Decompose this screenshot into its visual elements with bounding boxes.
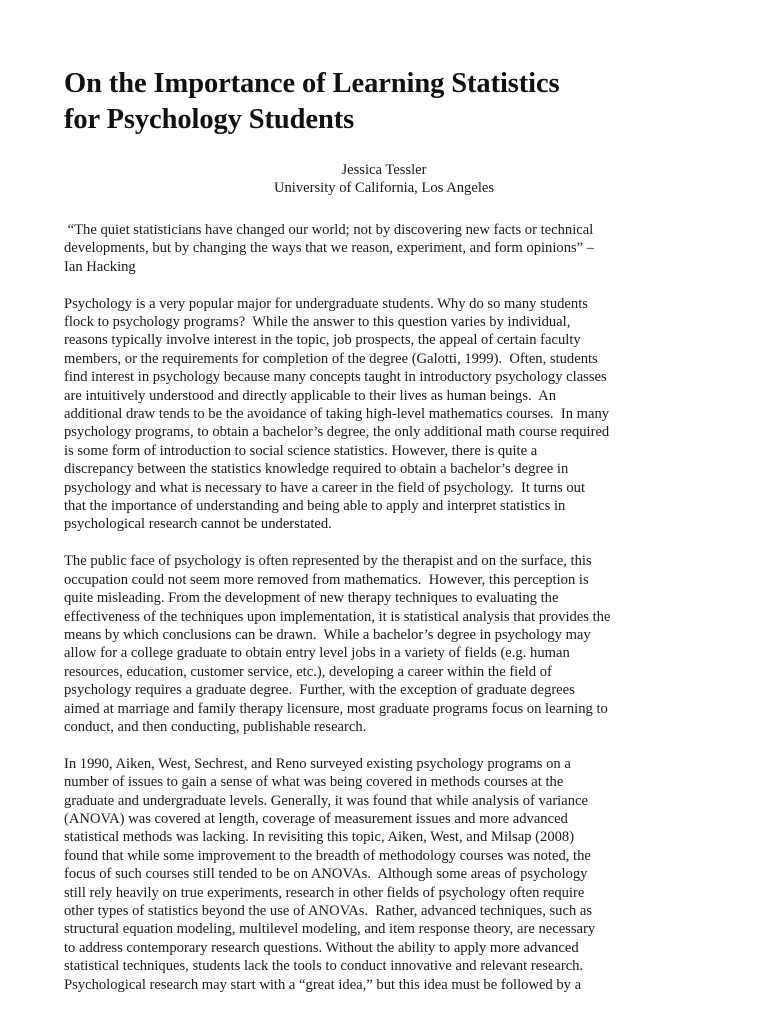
paragraph-line: statistical methods was lacking. In revisiting this topic, Aiken, West, and Milsap (2008) <box>64 829 575 846</box>
paragraph-line: members, or the requirements for completion of the degree (Galotti, 1999). Often, students <box>64 350 598 367</box>
paragraph-line: statistical techniques, students lack the tools to conduct innovative and relevant research. <box>64 958 584 975</box>
paragraph-line: psychology requires a graduate degree. Further, with the exception of graduate degrees <box>64 682 575 699</box>
paragraph-line: that the importance of understanding and being able to apply and interpret statistics in <box>64 498 566 515</box>
title-line: for Psychology Students <box>64 104 355 135</box>
paragraph-line: focus of such courses still tended to be on ANOVAs. Although some areas of psychology <box>64 866 588 883</box>
paragraph-line: effectiveness of the techniques upon implementation, it is statistical analysis that provides the <box>64 608 611 625</box>
paragraph-1 <box>64 295 704 534</box>
paragraph-line: is some form of introduction to social science statistics. However, there is quite a <box>64 442 538 459</box>
author-name: Jessica Tessler <box>341 162 427 178</box>
paragraph-line: to address contemporary research questions. Without the ability to apply more advanced <box>64 939 579 956</box>
paragraph-line: graduate and undergraduate levels. Generally, it was found that while analysis of variance <box>64 792 588 809</box>
paragraph-line: are intuitively understood and directly applicable to their lives as human beings. An <box>64 387 557 404</box>
paragraph-line: aimed at marriage and family therapy licensure, most graduate programs focus on learning to <box>64 700 608 717</box>
paragraph-line: other types of statistics beyond the use of ANOVAs. Rather, advanced techniques, such as <box>64 902 593 919</box>
paragraph-line: occupation could not seem more removed from mathematics. However, this perception is <box>64 571 589 588</box>
paragraph-line: number of issues to gain a sense of what was being covered in methods courses at the <box>64 774 564 791</box>
paragraph-line: still rely heavily on true experiments, research in other fields of psychology often require <box>64 884 585 901</box>
author-affiliation: University of California, Los Angeles <box>273 180 495 196</box>
paragraph-line: psychology programs, to obtain a bachelor’s degree, the only additional math course required <box>64 424 610 441</box>
paragraph-line: additional draw tends to be the avoidance of taking high-level mathematics courses. In many <box>64 406 610 423</box>
paragraph-line: Psychological research may start with a “great idea,” but this idea must be followed by a <box>64 976 582 993</box>
paragraph-line: structural equation modeling, multilevel modeling, and item response theory, are necessary <box>64 921 596 938</box>
document-title <box>64 66 704 138</box>
paragraph-line: The public face of psychology is often represented by the therapist and on the surface, this <box>64 553 592 570</box>
paragraph-line: reasons typically involve interest in the topic, job prospects, the appeal of certain faculty <box>64 332 581 349</box>
paragraph-line: conduct, and then conducting, publishable research. <box>64 718 367 735</box>
paragraph-line: flock to psychology programs? While the answer to this question varies by individual, <box>64 314 571 331</box>
title-line: On the Importance of Learning Statistics <box>64 68 560 99</box>
paragraph-line: In 1990, Aiken, West, Sechrest, and Reno surveyed existing psychology programs on a <box>64 755 571 772</box>
document-body <box>64 66 704 994</box>
paragraph-line: allow for a college graduate to obtain entry level jobs in a variety of fields (e.g. human <box>64 645 570 662</box>
author-block <box>64 161 704 197</box>
paragraph-2 <box>64 552 704 736</box>
paragraph-line: find interest in psychology because many concepts taught in introductory psychology classes <box>64 369 607 386</box>
epigraph-line: developments, but by changing the ways that we reason, experiment, and form opinions” – <box>64 240 595 257</box>
paragraph-line: found that while some improvement to the breadth of methodology courses was noted, the <box>64 847 591 864</box>
paragraph-line: resources, education, customer service, etc.), developing a career within the field of <box>64 663 552 680</box>
epigraph-quote <box>64 221 704 276</box>
paragraph-line: means by which conclusions can be drawn. While a bachelor’s degree in psychology may <box>64 626 591 643</box>
paragraph-line: (ANOVA) was covered at length, coverage of measurement issues and more advanced <box>64 810 568 827</box>
epigraph-line: “The quiet statisticians have changed our world; not by discovering new facts or technical <box>64 222 594 238</box>
paragraph-line: quite misleading. From the development of new therapy techniques to evaluating the <box>64 590 559 607</box>
paragraph-line: Psychology is a very popular major for undergraduate students. Why do so many students <box>64 295 588 312</box>
paragraph-line: discrepancy between the statistics knowledge required to obtain a bachelor’s degree in <box>64 461 569 478</box>
paragraph-line: psychological research cannot be understated. <box>64 516 332 533</box>
paragraph-3 <box>64 755 704 994</box>
epigraph-line: Ian Hacking <box>64 258 136 275</box>
paragraph-line: psychology and what is necessary to have a career in the field of psychology. It turns out <box>64 479 586 496</box>
